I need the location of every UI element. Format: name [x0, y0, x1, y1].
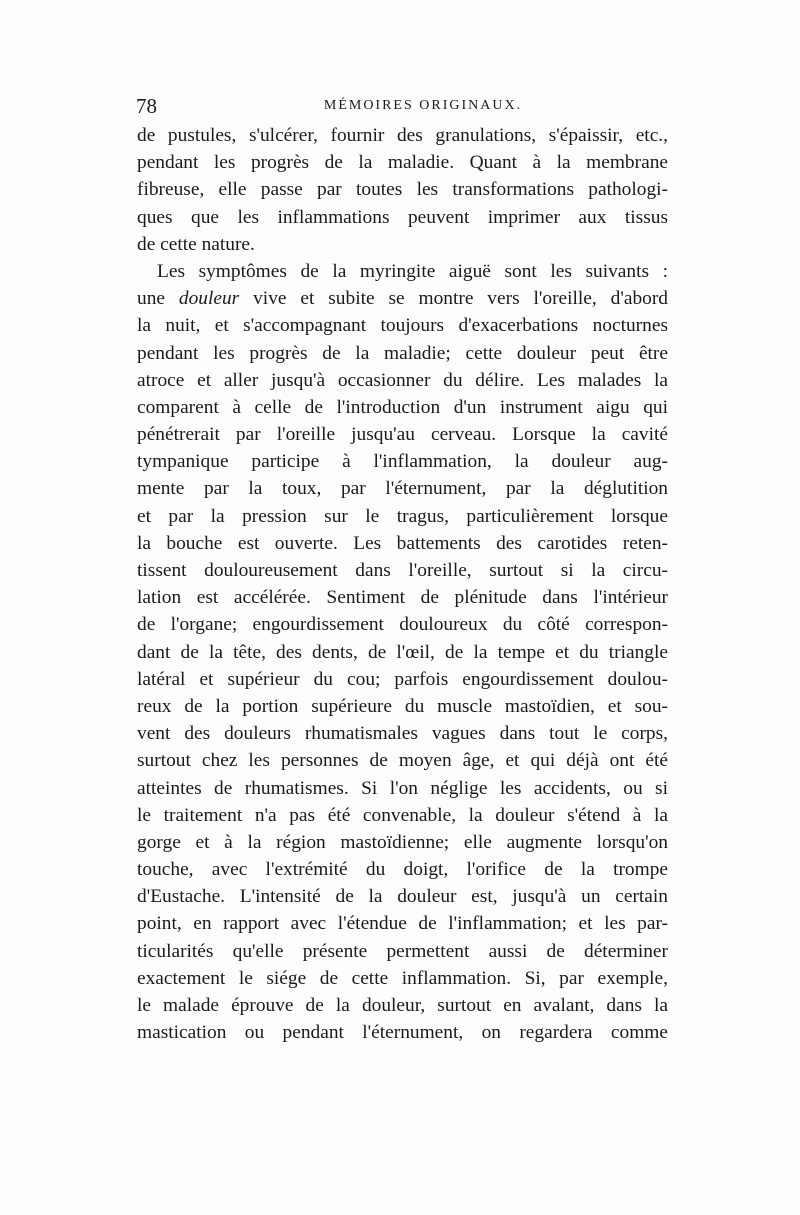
text-line: de cette nature. [137, 233, 255, 255]
text-line: atteintes de rhumatismes. Si l'on néglige les accidents, ou si [137, 777, 668, 799]
page-number: 78 [136, 94, 157, 118]
text-line: de pustules, s'ulcérer, fournir des granulations, s'épaissir, etc., [137, 125, 668, 146]
text-line: latéral et supérieur du cou; parfois engourdissement doulou- [137, 668, 668, 690]
text-line: fibreuse, elle passe par toutes les transformations pathologi- [137, 179, 668, 201]
text-line: pendant les progrès de la maladie. Quant à la membrane [137, 152, 668, 174]
text-line: gorge et à la région mastoïdienne; elle augmente lorsqu'on [137, 831, 668, 853]
text-line: ques que les inflammations peuvent imprimer aux tissus [137, 206, 668, 228]
emphasis-douleur: douleur [178, 288, 240, 310]
text-line: mastication ou pendant l'éternument, on regardera comme [137, 1022, 668, 1044]
text-line: lation est accélérée. Sentiment de plénitude dans l'intérieur [137, 587, 668, 609]
text-line: vent des douleurs rhumatismales vagues dans tout le corps, [137, 723, 668, 745]
text-line: touche, avec l'extrémité du doigt, l'orifice de la trompe [137, 859, 668, 881]
text-line: ticularités qu'elle présente permettent aussi de déterminer [137, 940, 668, 962]
text-line: de l'organe; engourdissement douloureux du côté correspon- [137, 614, 668, 636]
body-text [137, 122, 668, 1046]
text-fragment: vive et subite se montre vers l'oreille, d'abord [253, 288, 668, 310]
text-line: la bouche est ouverte. Les battements des carotides reten- [137, 532, 668, 554]
text-line: comparent à celle de l'introduction d'un instrument aigu qui [137, 396, 668, 418]
text-line: exactement le siége de cette inflammation. Si, par exemple, [137, 967, 668, 989]
text-line: le traitement n'a pas été convenable, la douleur s'étend à la [137, 804, 668, 826]
text-line: point, en rapport avec l'étendue de l'inflammation; et les par- [137, 913, 668, 935]
paragraph-first-line: Les symptômes de la myringite aiguë sont les suivants : [157, 260, 668, 282]
text-line [137, 285, 668, 312]
text-line: le malade éprouve de la douleur, surtout en avalant, dans la [137, 995, 668, 1016]
text-fragment: une [137, 288, 165, 310]
text-line: d'Eustache. L'intensité de la douleur est, jusqu'à un certain [137, 886, 668, 908]
text-line: pendant les progrès de la maladie; cette douleur peut être [137, 342, 668, 364]
text-line: reux de la portion supérieure du muscle mastoïdien, et sou- [137, 695, 668, 717]
text-line: tympanique participe à l'inflammation, la douleur aug- [137, 451, 668, 473]
text-line: et par la pression sur le tragus, particulièrement lorsque [137, 505, 668, 527]
running-head [136, 93, 668, 119]
running-title: MÉMOIRES ORIGINAUX. [323, 98, 523, 113]
text-line: mente par la toux, par l'éternument, par la déglutition [137, 478, 668, 500]
text-line: pénétrerait par l'oreille jusqu'au cerveau. Lorsque la cavité [137, 424, 668, 446]
text-line: atroce et aller jusqu'à occasionner du délire. Les malades la [137, 369, 668, 391]
text-line: la nuit, et s'accompagnant toujours d'exacerbations nocturnes [137, 315, 668, 337]
text-line: dant de la tête, des dents, de l'œil, de la tempe et du triangle [137, 641, 668, 663]
text-line: surtout chez les personnes de moyen âge, et qui déjà ont été [137, 750, 668, 772]
text-line: tissent douloureusement dans l'oreille, surtout si la circu- [137, 560, 668, 581]
